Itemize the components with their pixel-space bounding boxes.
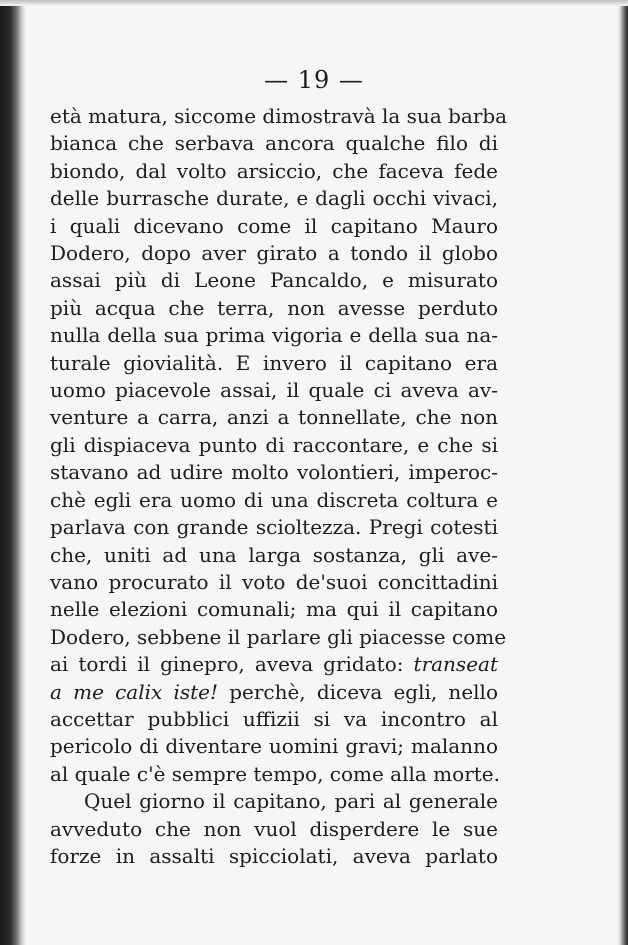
text-line: nelle elezioni comunali; ma qui il capitano [50,597,498,622]
text-line: Dodero, sebbene il parlare gli piacesse come [50,624,507,649]
text-line: Quel giorno il capitano, pari al generale [84,789,498,814]
text-line: chè egli era uomo di una discreta coltura e [50,487,498,512]
text-line: stavano ad udire molto volontieri, imperoc- [50,460,498,485]
text-line: accettar pubblici uffizii si va incontro al [50,706,498,731]
text-line: avveduto che non vuol disperdere le sue [50,816,498,841]
text-run: ai tordi il ginepro, aveva gridato: [50,652,414,677]
text-line: assai più di Leone Pancaldo, e misurato [50,268,498,293]
text-line: i quali dicevano come il capitano Mauro [50,213,498,238]
text-line: parlava con grande scioltezza. Pregi cotesti [50,515,498,540]
text-line [50,651,498,678]
text-run: perchè, diceva egli, nello [218,679,498,704]
text-line: più acqua che terra, non avesse perduto [50,295,498,320]
text-line: pericolo di diventare uomini gravi; malanno [50,734,498,759]
page-edge-top [0,0,628,6]
body-text [50,103,508,870]
latin-quote: transeat [413,652,498,677]
page-number: — 19 — [264,66,364,94]
binding-shadow [0,0,26,945]
text-line: che, uniti ad una larga sostanza, gli ave- [50,542,498,567]
text-line: al quale c'è sempre tempo, come alla morte. [50,761,500,786]
text-line: bianca che serbava ancora qualche filo di [50,131,498,156]
text-line: nulla della sua prima vigoria e della sua na- [50,323,498,348]
text-line [50,679,498,706]
text-line: turale giovialità. E invero il capitano era [50,350,498,375]
text-line: forze in assalti spicciolati, aveva parlato [50,843,498,868]
text-line: gli dispiaceva punto di raccontare, e che si [50,432,498,457]
latin-quote: a me calix iste! [50,679,219,704]
text-line: vano procurato il voto de'suoi concittadini [50,569,498,594]
text-line: Dodero, dopo aver girato a tondo il globo [50,241,498,266]
text-line: età matura, siccome dimostravà la sua barba [50,104,508,128]
text-line: biondo, dal volto arsiccio, che faceva fede [50,158,498,183]
page-edge-right [618,0,628,945]
text-line: uomo piacevole assai, il quale ci aveva av- [50,378,498,403]
text-line: delle burrasche durate, e dagli occhi vivaci, [50,186,498,211]
text-line: venture a carra, anzi a tonnellate, che non [50,405,498,430]
